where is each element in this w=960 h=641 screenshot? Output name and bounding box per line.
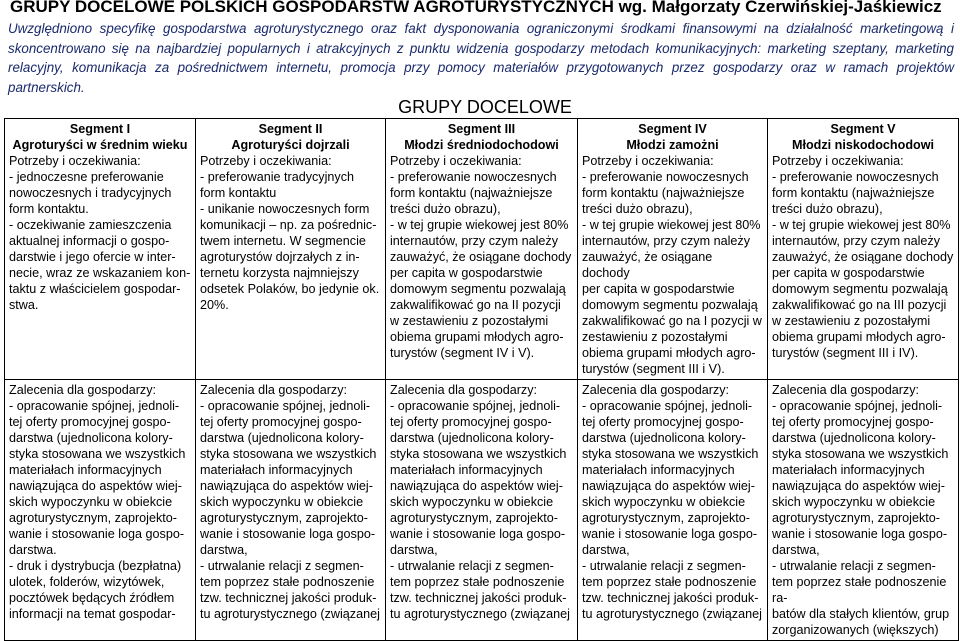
segment-cell [5,119,196,380]
segment-subheading: Młodzi średniodochodowi [404,138,559,152]
table-title: GRUPY DOCELOWE [398,97,572,117]
segment-subheading: Agroturyści dojrzali [231,138,350,152]
segment-subheading: Młodzi niskodochodowi [791,138,935,152]
needs-text: - preferowanie tradycyjnych form kontaktu - unikanie nowoczesnych form komunikacji – np. za pośrednic- twem internetu. W segmencie agroturystów dojrzałych z in- ternetu korzysta najmniejszy odsetek Polaków, bo jedynie ok. 20%. [200,170,380,312]
needs-label: Potrzeby i oczekiwania: [582,154,714,168]
segment-subheading: Młodzi zamożni [626,138,719,152]
recommendation-cell [5,380,196,641]
intro-text: Uwzględniono specyfikę gospodarstwa agroturystycznego oraz fakt dysponowania ograniczonymi środkami finansowymi na działalność marketingową i skoncentrowano się na najbardziej popularnych i atrakcyjnych z punktu widzenia gospodarzy metodach komunikacyjnych: marketing szeptany, marketing relacyjny, komunikacja za pośrednictwem internetu, promocja przy pomocy materiałów przygotowanych przez gospodarzy oraz w ramach projektów partnerskich. [8,21,954,95]
needs-text: - jednoczesne preferowanie nowoczesnych i tradycyjnych form kontaktu. - oczekiwanie zamieszczenia aktualnej informacji o gospo- darstwie i jego ofercie w inter- necie, wraz ze wskazaniem kon- taktu z właścicielem gospodar- stwa. [9,170,191,312]
needs-label: Potrzeby i oczekiwania: [772,154,904,168]
segment-cell [578,119,768,380]
segments-table [4,118,959,641]
recommendations-text: - opracowanie spójnej, jednoli- tej oferty promocyjnej gospo- darstwa (ujednolicona kolory- styka stosowana we wszystkich materiałach informacyjnych nawiązująca do aspektów wiej- skich wypoczynku w obiekcie agroturystycznym, zaprojekto- wanie i stosowanie loga gospo- darstwa, - utrwalanie relacji z segmen- tem poprzez stałe podnoszenie tzw. technicznej jakości produk- tu agroturystycznego (związanej [200,399,380,621]
needs-label: Potrzeby i oczekiwania: [9,154,141,168]
segment-cell [386,119,578,380]
segment-heading: Segment V [830,122,896,136]
recommendations-label: Zalecenia dla gospodarzy: [9,383,157,397]
segment-heading: Segment III [447,122,516,136]
recommendations-text: - opracowanie spójnej, jednoli- tej oferty promocyjnej gospo- darstwa (ujednolicona kolory- styka stosowana we wszystkich materiałach informacyjnych nawiązująca do aspektów wiej- skich wypoczynku w obiekcie agroturystycznym, zaprojekto- wanie i stosowanie loga gospo- darstwa. - druk i dystrybucja (bezpłatna) ulotek, folderów, wizytówek, pocztówek będących źródłem informacji na temat gospodar- [9,399,186,621]
needs-row [5,119,959,380]
segment-subheading: Agroturyści w średnim wieku [12,138,188,152]
recommendations-label: Zalecenia dla gospodarzy: [200,383,348,397]
recommendations-text: - opracowanie spójnej, jednoli- tej oferty promocyjnej gospo- darstwa (ujednolicona kolory- styka stosowana we wszystkich materiałach informacyjnych nawiązująca do aspektów wiej- skich wypoczynku w obiekcie agroturystycznym, zaprojekto- wanie i stosowanie loga gospo- darstwa, - utrwalanie relacji z segmen- tem poprzez stałe podnoszenie ra- batów dla stałych klientów, grup zorganizowanych (większych) [772,399,950,637]
segment-cell [196,119,386,380]
needs-text: - preferowanie nowoczesnych form kontaktu (najważniejsze treści dużo obrazu), - w tej grupie wiekowej jest 80% internautów, przy czym należy zauważyć, że osiągane dochody per capita w gospodarstwie domowym segmentu pozwalają zakwalifikować go na I pozycji w zestawieniu z pozostałymi obiema grupami młodych agro- turystów (segment III i V). [582,170,762,376]
segment-heading: Segment II [258,122,323,136]
recommendation-cell [386,380,578,641]
recommendation-cell [578,380,768,641]
recommendations-label: Zalecenia dla gospodarzy: [390,383,538,397]
segment-heading: Segment IV [638,122,707,136]
recommendations-label: Zalecenia dla gospodarzy: [582,383,730,397]
recommendations-text: - opracowanie spójnej, jednoli- tej oferty promocyjnej gospo- darstwa (ujednolicona kolory- styka stosowana we wszystkich materiałach informacyjnych nawiązująca do aspektów wiej- skich wypoczynku w obiekcie agroturystycznym, zaprojekto- wanie i stosowanie loga gospo- darstwa, - utrwalanie relacji z segmen- tem poprzez stałe podnoszenie tzw. technicznej jakości produk- tu agroturystycznego (związanej [390,399,570,621]
recommendation-cell [768,380,959,641]
recommendations-label: Zalecenia dla gospodarzy: [772,383,920,397]
segment-heading: Segment I [69,122,131,136]
needs-label: Potrzeby i oczekiwania: [200,154,332,168]
needs-text: - preferowanie nowoczesnych form kontaktu (najważniejsze treści dużo obrazu), - w tej grupie wiekowej jest 80% internautów, przy czym należy zauważyć, że osiągane dochody per capita w gospodarstwie domowym segmentu pozwalają zakwalifikować go na II pozycji w zestawieniu z pozostałymi obiema grupami młodych agro- turystów (segment IV i V). [390,170,572,360]
needs-label: Potrzeby i oczekiwania: [390,154,522,168]
recommendations-row [5,380,959,641]
segment-cell [768,119,959,380]
recommendations-text: - opracowanie spójnej, jednoli- tej oferty promocyjnej gospo- darstwa (ujednolicona kolory- styka stosowana we wszystkich materiałach informacyjnych nawiązująca do aspektów wiej- skich wypoczynku w obiekcie agroturystycznym, zaprojekto- wanie i stosowanie loga gospo- darstwa, - utrwalanie relacji z segmen- tem poprzez stałe podnoszenie tzw. technicznej jakości produk- tu agroturystycznego (związanej [582,399,762,621]
intro-paragraph [8,19,954,97]
needs-text: - preferowanie nowoczesnych form kontaktu (najważniejsze treści dużo obrazu), - w tej grupie wiekowej jest 80% internautów, przy czym należy zauważyć, że osiągane dochody per capita w gospodarstwie domowym segmentu pozwalają zakwalifikować go na III pozycji w zestawieniu z pozostałymi obiema grupami młodych agro- turystów (segment III i IV). [772,170,954,360]
recommendation-cell [196,380,386,641]
document-title: GRUPY DOCELOWE POLSKICH GOSPODARSTW AGROTURYSTYCZNYCH wg. Małgorzaty Czerwińskiej-Jaśkiewicz [10,0,942,16]
